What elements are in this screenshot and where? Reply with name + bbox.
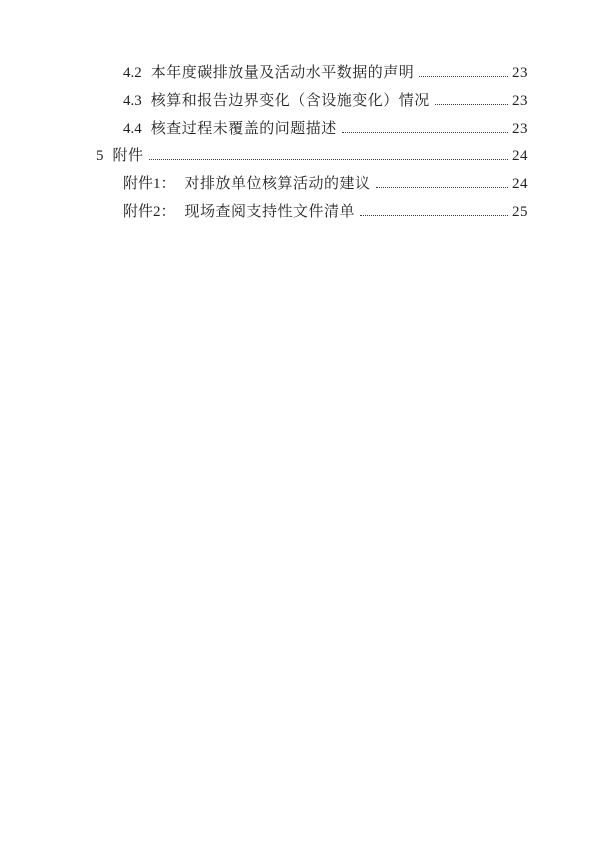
dot-leader [376,187,508,188]
toc-entry-number: 5 [96,148,104,165]
toc-entry[interactable] [96,60,528,88]
dot-leader [342,132,508,133]
dot-leader [149,159,508,160]
toc-entry-number: 附件2： [123,203,176,220]
toc-entry-number: 4.3 [123,92,142,109]
toc-entry-page: 23 [512,92,528,109]
toc-entry-title: 核查过程未覆盖的问题描述 [150,120,337,137]
toc-entry-title: 对排放单位核算活动的建议 [184,176,371,193]
dot-leader [435,104,508,105]
toc-entry-page: 23 [512,120,528,137]
dot-leader [360,215,508,216]
toc-entry[interactable] [96,199,528,227]
toc-entry-page: 24 [512,176,528,193]
toc-entry-number: 附件1： [123,176,176,193]
toc-entry-number: 4.4 [123,120,142,137]
toc-entry-title: 附件 [112,148,144,165]
table-of-contents [96,60,528,227]
toc-entry-title: 核算和报告边界变化（含设施变化）情况 [150,92,430,109]
toc-entry[interactable] [96,116,528,144]
toc-entry[interactable] [96,143,528,171]
toc-entry-title: 现场查阅支持性文件清单 [184,203,356,220]
toc-entry-title: 本年度碳排放量及活动水平数据的声明 [150,65,415,81]
toc-entry-number: 4.2 [123,65,142,81]
toc-entry[interactable] [96,171,528,199]
toc-entry-page: 25 [512,203,528,220]
dot-leader [419,76,508,77]
toc-entry-page: 23 [512,65,528,81]
toc-entry-page: 24 [512,148,528,165]
toc-entry[interactable] [96,88,528,116]
